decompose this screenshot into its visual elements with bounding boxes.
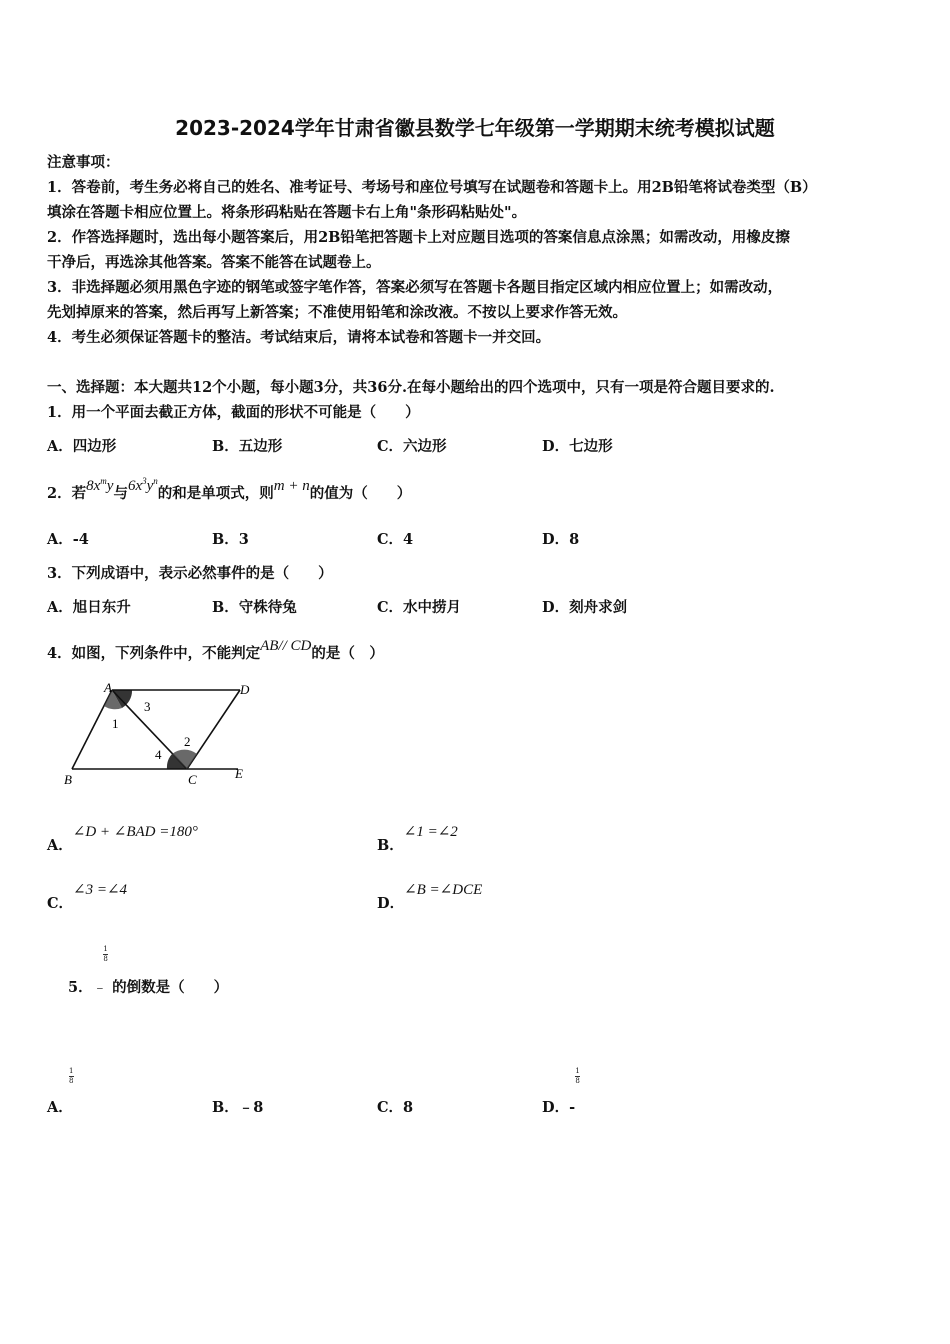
q2-option-a[interactable]: A．-4 xyxy=(47,531,89,548)
question-3-stem: 3．下列成语中，表示必然事件的是（ ） xyxy=(47,565,333,582)
label-d: D xyxy=(240,682,250,697)
page-title: 2023-2024学年甘肃省徽县数学七年级第一学期期末统考模拟试题 xyxy=(175,116,775,140)
q2-expr1: $8x^my$ xyxy=(86,476,114,494)
q4-suffix: 的是（ ） xyxy=(311,645,384,662)
label-4: 4 xyxy=(155,747,162,762)
section-heading: 一、选择题：本大题共12个小题，每小题3分，共36分.在每小题给出的四个选项中，只有一项是符合题目要求的. xyxy=(47,379,775,396)
notice-line: 3．非选择题必须用黑色字迹的钢笔或签字笔作答，答案必须写在答题卡各题目指定区域内相应位置上；如需改动， xyxy=(47,279,783,296)
q5-suffix: 的倒数是（ ） xyxy=(112,979,229,996)
label-a: A xyxy=(104,680,112,695)
q5-fraction: $\frac{1}{8}$ xyxy=(103,945,108,963)
q5-option-d[interactable]: D．- $\frac{1}{8}$ xyxy=(542,1067,580,1116)
q1-option-a[interactable]: A．四边形 xyxy=(47,438,117,455)
label-1: 1 xyxy=(112,716,119,731)
question-5-stem xyxy=(68,945,229,997)
question-4-stem xyxy=(47,638,384,663)
q3-option-b[interactable]: B．守株待兔 xyxy=(212,599,297,616)
q2-mid2: 的和是单项式，则 xyxy=(157,485,274,502)
notice-line: 1．答卷前，考生务必将自己的姓名、准考证号、考场号和座位号填写在试题卷和答题卡上。用2B铅笔将试卷类型（B） xyxy=(47,179,817,196)
question-1-stem: 1．用一个平面去截正方体，截面的形状不可能是（ ） xyxy=(47,404,420,421)
q3-option-c[interactable]: C．水中捞月 xyxy=(377,599,462,616)
notice-line: 2．作答选择题时，选出每小题答案后，用2B铅笔把答题卡上对应题目选项的答案信息点涂黑；如需改动，用橡皮擦 xyxy=(47,229,790,246)
segment-cd xyxy=(187,690,240,769)
q4-option-c[interactable]: C．∠3 =∠4 xyxy=(47,882,128,912)
q2-option-b[interactable]: B．3 xyxy=(212,531,249,548)
q2-suffix: 的值为（ ） xyxy=(309,485,412,502)
q5-sign: ﹣ xyxy=(92,980,108,996)
q1-option-d[interactable]: D．七边形 xyxy=(542,438,613,455)
q2-expr3: m + n xyxy=(273,478,310,494)
label-3: 3 xyxy=(144,699,151,714)
label-c: C xyxy=(188,772,197,787)
q4-prefix: 4．如图，下列条件中，不能判定 xyxy=(47,645,261,662)
q1-option-c[interactable]: C．六边形 xyxy=(377,438,447,455)
q4-option-b[interactable]: B．∠1 =∠2 xyxy=(377,824,458,854)
q3-option-a[interactable]: A．旭日东升 xyxy=(47,599,131,616)
question-2-stem xyxy=(47,476,412,503)
q5-option-a[interactable]: A． $\frac{1}{8}$ xyxy=(47,1067,74,1116)
q4-figure xyxy=(60,678,260,790)
label-e: E xyxy=(235,766,243,781)
q4-option-a[interactable]: A．∠D + ∠BAD =180° xyxy=(47,824,198,854)
notice-line: 填涂在答题卡相应位置上。将条形码粘贴在答题卡右上角"条形码粘贴处"。 xyxy=(47,204,527,221)
q2-prefix: 2．若 xyxy=(47,485,87,502)
q3-option-d[interactable]: D．刻舟求剑 xyxy=(542,599,628,616)
notice-heading: 注意事项： xyxy=(47,154,120,171)
q5-option-b[interactable]: B．﹣8 xyxy=(212,1099,264,1116)
q4-option-d[interactable]: D．∠B =∠DCE xyxy=(377,882,483,912)
label-b: B xyxy=(64,772,72,787)
notice-line: 干净后，再选涂其他答案。答案不能答在试题卷上。 xyxy=(47,254,381,271)
q2-mid: 与 xyxy=(113,485,128,502)
q2-option-c[interactable]: C．4 xyxy=(377,531,414,548)
q5-prefix: 5． xyxy=(68,979,93,996)
q2-expr2: $6x^3y^n$ xyxy=(127,476,158,494)
segment-ab xyxy=(72,690,112,769)
q5-option-c[interactable]: C．8 xyxy=(377,1099,414,1116)
q4-expr: AB// CD xyxy=(260,638,312,654)
q1-option-b[interactable]: B．五边形 xyxy=(212,438,283,455)
q2-option-d[interactable]: D．8 xyxy=(542,531,580,548)
label-2: 2 xyxy=(184,734,191,749)
notice-line: 先划掉原来的答案，然后再写上新答案；不准使用铅笔和涂改液。不按以上要求作答无效。 xyxy=(47,304,627,321)
notice-line: 4．考生必须保证答题卡的整洁。考试结束后，请将本试卷和答题卡一并交回。 xyxy=(47,329,551,346)
